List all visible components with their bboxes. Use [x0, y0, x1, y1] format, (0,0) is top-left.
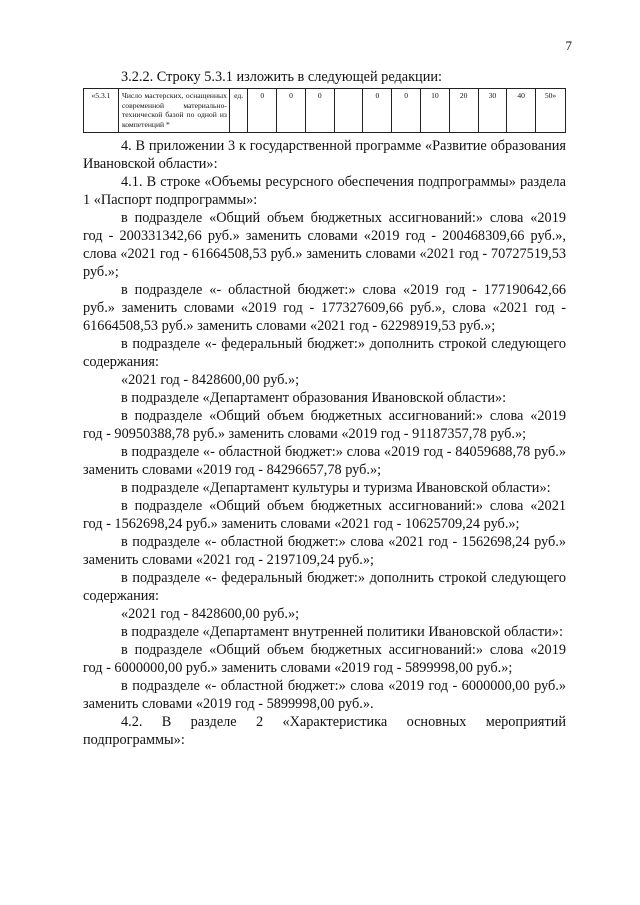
value-cell: 50»	[536, 89, 566, 133]
paragraph: в подразделе «- областной бюджет:» слова «2019 год - 84059688,78 руб.» заменить словами «2019 год - 84296657,78 руб.»;	[83, 444, 566, 478]
table-row	[84, 89, 566, 133]
indicator-table	[83, 88, 566, 133]
value-cell	[334, 89, 363, 133]
paragraph: 4. В приложении 3 к государственной программе «Развитие образования Ивановской области»:	[83, 138, 566, 172]
paragraph: в подразделе «- областной бюджет:» слова «2021 год - 1562698,24 руб.» заменить словами «2021 год - 2197109,24 руб.»;	[83, 534, 566, 568]
paragraph: в подразделе «Департамент культуры и туризма Ивановской области»:	[121, 480, 551, 496]
value-cell: 0	[277, 89, 306, 133]
paragraph: 4.2. В разделе 2 «Характеристика основных мероприятий подпрограммы»:	[83, 714, 566, 748]
value-cell: 30	[478, 89, 507, 133]
value-cell: 0	[392, 89, 421, 133]
paragraph: в подразделе «- федеральный бюджет:» дополнить строкой следующего содержания:	[83, 570, 566, 604]
value-cell: 0	[363, 89, 392, 133]
paragraph: в подразделе «Департамент внутренней политики Ивановской области»:	[121, 624, 563, 640]
row-unit-cell: ед.	[229, 89, 247, 133]
row-code-cell: «5.3.1	[84, 89, 119, 133]
value-cell: 0	[305, 89, 334, 133]
paragraph: 4.1. В строке «Объемы ресурсного обеспечения подпрограммы» раздела 1 «Паспорт подпрограммы»:	[83, 174, 566, 208]
paragraph: в подразделе «Департамент образования Ивановской области»:	[121, 390, 507, 406]
paragraph: в подразделе «Общий объем бюджетных ассигнований:» слова «2019 год - 200331342,66 руб.» заменить словами «2019 год - 200468309,66 руб.», слова «2021 год - 61664508,53 руб.» заменить словами «2021 год - 70727519,53 руб.»;	[83, 210, 566, 280]
intro-paragraph: 3.2.2. Строку 5.3.1 изложить в следующей редакции:	[121, 69, 442, 85]
paragraph: в подразделе «- областной бюджет:» слова «2019 год - 6000000,00 руб.» заменить словами «2019 год - 5899998,00 руб.».	[83, 678, 566, 712]
page-number: 7	[565, 38, 572, 53]
paragraph: «2021 год - 8428600,00 руб.»;	[121, 372, 300, 388]
row-description-cell: Число мастерских, оснащенных современной материально-технической базой по одной из компетенций *	[118, 89, 229, 133]
document-body	[83, 68, 566, 749]
value-cell: 20	[449, 89, 478, 133]
paragraph: «2021 год - 8428600,00 руб.»;	[121, 606, 300, 622]
paragraph: в подразделе «Общий объем бюджетных ассигнований:» слова «2019 год - 90950388,78 руб.» заменить словами «2019 год - 91187357,78 руб.»;	[83, 408, 566, 442]
paragraph: в подразделе «Общий объем бюджетных ассигнований:» слова «2021 год - 1562698,24 руб.» заменить словами «2021 год - 10625709,24 руб.»;	[83, 498, 566, 532]
value-cell: 40	[507, 89, 536, 133]
value-cell: 10	[421, 89, 450, 133]
paragraph: в подразделе «- федеральный бюджет:» дополнить строкой следующего содержания:	[83, 336, 566, 370]
value-cell: 0	[248, 89, 277, 133]
paragraph: в подразделе «Общий объем бюджетных ассигнований:» слова «2019 год - 6000000,00 руб.» заменить словами «2019 год - 5899998,00 руб.»;	[83, 642, 566, 676]
paragraph: в подразделе «- областной бюджет:» слова «2019 год - 177190642,66 руб.» заменить словами «2019 год - 177327609,66 руб.», слова «2021 год - 61664508,53 руб.» заменить словами «2021 год - 62298919,53 руб.»;	[83, 282, 566, 334]
